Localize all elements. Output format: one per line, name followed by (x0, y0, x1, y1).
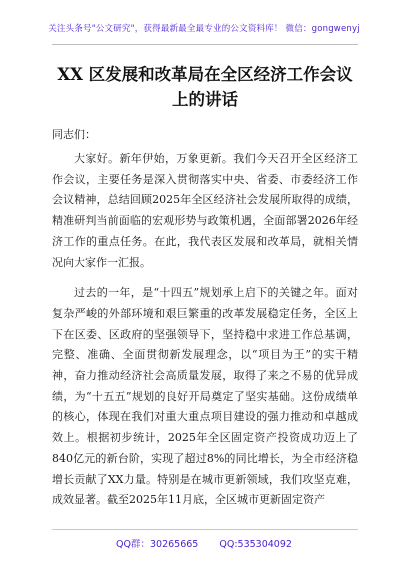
footer-qq-group: QQ群：30265665 (116, 539, 199, 550)
title-line-1: XX 区发展和改革局在全区经济工作会议 (57, 65, 353, 84)
header-banner: 关注头条号"公文研究"，获得最新最全最专业的公文资料库！ 微信：gongwenyj (48, 24, 360, 34)
document-title (52, 62, 358, 112)
document-body (52, 149, 358, 521)
title-line-2: 上的讲话 (172, 90, 238, 109)
header-divider (52, 44, 358, 45)
footer-divider (52, 529, 358, 530)
footer-qq: QQ:535304092 (219, 539, 292, 550)
footer (0, 536, 408, 550)
salutation: 同志们： (52, 128, 96, 141)
paragraph-1: 大家好。新年伊始，万象更新。我们今天召开全区经济工作会议，主要任务是深入贯彻落实中央、省委、市委经济工作会议精神，总结回顾2025年全区经济社会发展所取得的成绩，精准研判当前面临的宏观形势与政策机遇，全面部署2026年经济工作的重点任务。在此，我代表区发展和改革局，就相关情况向大家作一汇报。 (52, 152, 358, 269)
paragraph-2: 过去的一年，是“十四五”规划承上启下的关键之年。面对复杂严峻的外部环境和艰巨繁重的改革发展稳定任务，全区上下在区委、区政府的坚强领导下，坚持稳中求进工作总基调，完整、准确、全面贯彻新发展理念，以“项目为王”的实干精神，奋力推动经济社会高质量发展，取得了来之不易的优异成绩，为“十五五”规划的良好开局奠定了坚实基础。这份成绩单的核心，体现在我们对重大重点项目建设的强力推动和卓越成效上。根据初步统计，2025年全区固定资产投资成功迈上了840亿元的新台阶，实现了超过8%的同比增长，为全市经济稳增长贡献了XX力量。特别是在城市更新领域，我们攻坚克难，成效显著。截至2025年11月底，全区城市更新固定资产 (52, 286, 358, 507)
